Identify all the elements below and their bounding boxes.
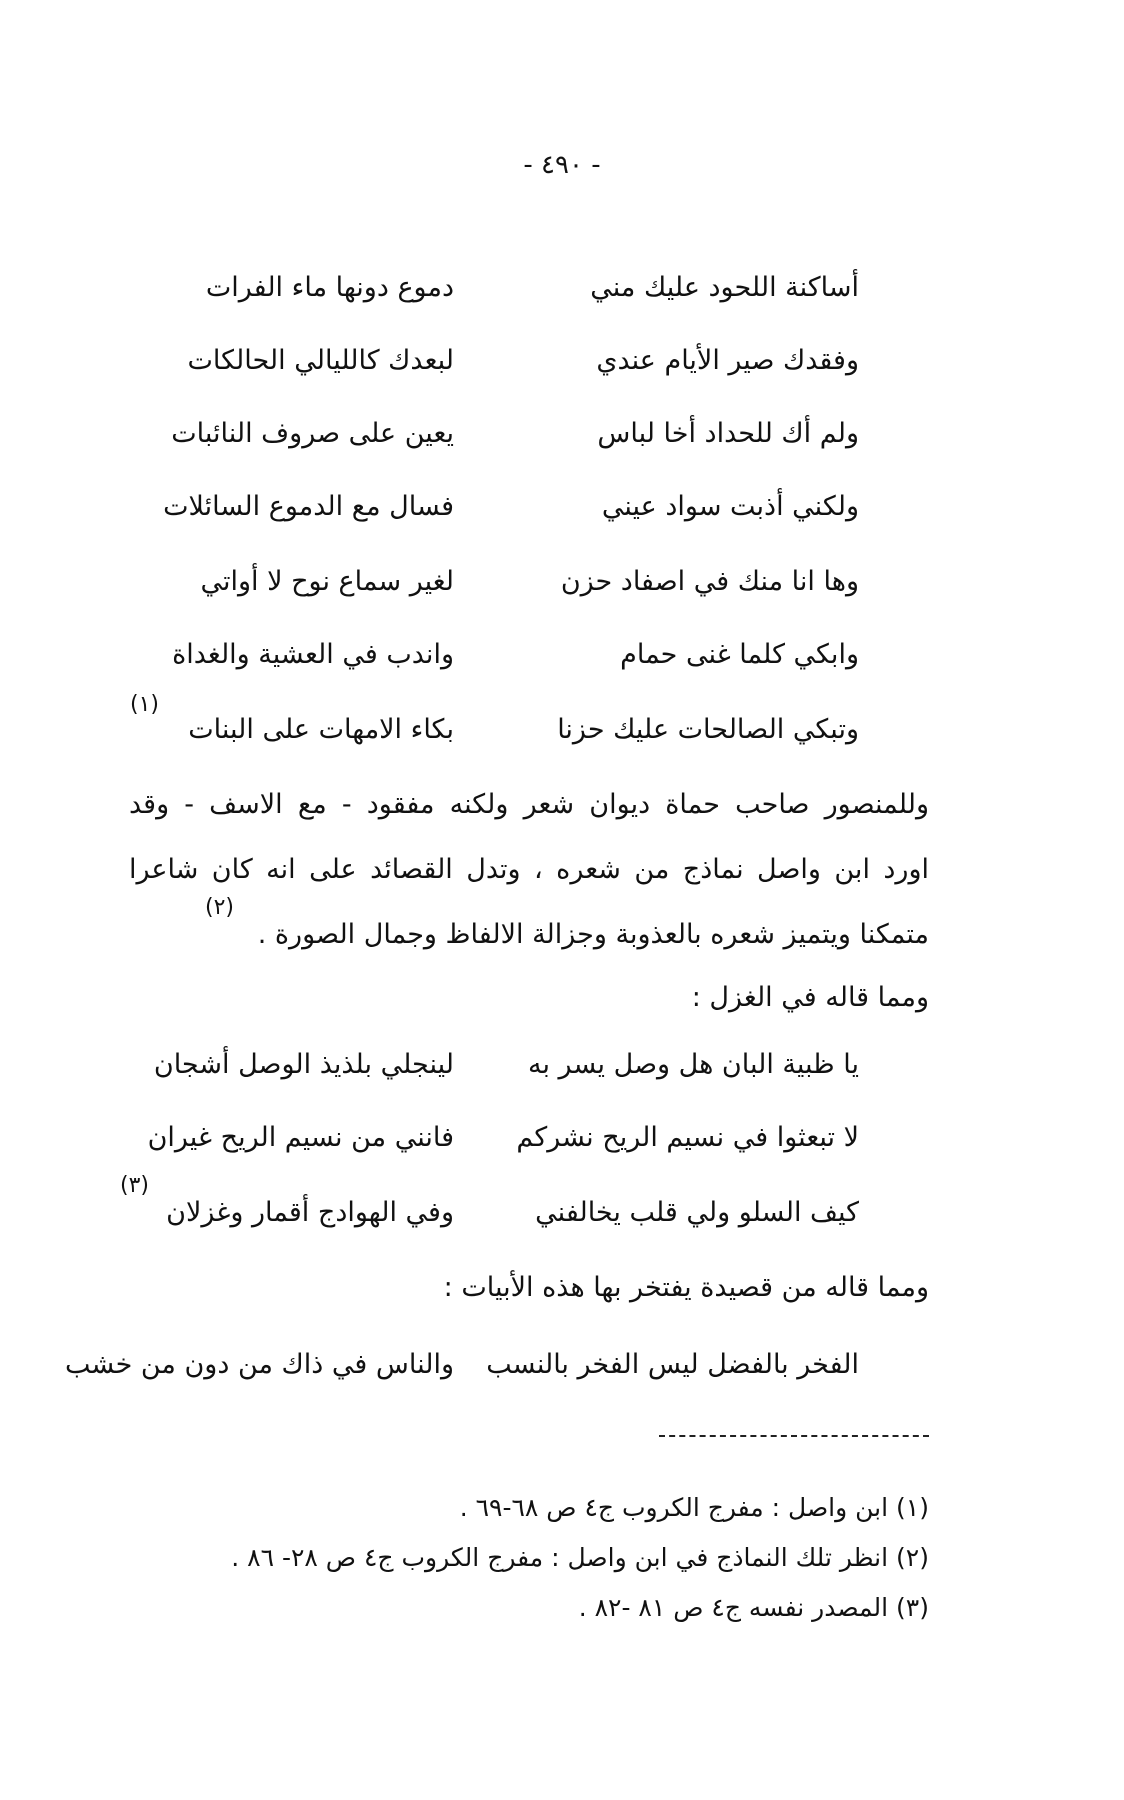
verse-10-first-hemistich: كيف السلو ولي قلب يخالفني — [535, 1197, 859, 1228]
prose-line: اورد ابن واصل نماذج من شعره ، وتدل القصائد على انه كان شاعرا — [129, 854, 929, 885]
verse-3-second-hemistich: يعين على صروف النائبات — [171, 418, 454, 449]
page-number: - ٤٩٠ - — [523, 150, 601, 180]
verse-7-second-hemistich: بكاء الامهات على البنات — [188, 714, 454, 745]
footnote-reference-2: (٢) — [205, 895, 235, 920]
verse-2-first-hemistich: وفقدك صير الأيام عندي — [596, 345, 859, 376]
footnote-text: انظر تلك النماذج في ابن واصل : مفرج الكروب ج٤ ص ٢٨- ٨٦ . — [231, 1543, 889, 1572]
footnote-text: المصدر نفسه ج٤ ص ٨١ -٨٢ . — [578, 1593, 889, 1622]
footnote-number: (١) — [896, 1493, 929, 1522]
verse-4-first-hemistich: ولكني أذبت سواد عيني — [601, 491, 859, 522]
verse-9-first-hemistich: لا تبعثوا في نسيم الريح نشركم — [516, 1122, 859, 1153]
verse-7-first-hemistich: وتبكي الصالحات عليك حزنا — [557, 714, 859, 745]
verse-6-first-hemistich: وابكي كلما غنى حمام — [620, 639, 859, 670]
footnote-3 — [129, 1590, 929, 1626]
verse-1-first-hemistich: أساكنة اللحود عليك مني — [590, 272, 859, 303]
footnote-2 — [129, 1540, 929, 1576]
verse-11-second-hemistich: والناس في ذاك من دون من خشب — [65, 1349, 454, 1380]
verse-10-second-hemistich: وفي الهوادج أقمار وغزلان — [166, 1197, 454, 1228]
footnote-divider — [659, 1435, 929, 1437]
prose-line: ومما قاله في الغزل : — [691, 982, 929, 1013]
footnote-reference-1: (١) — [130, 692, 160, 717]
verse-1-second-hemistich: دموع دونها ماء الفرات — [205, 272, 454, 303]
footnote-reference-3: (٣) — [120, 1173, 150, 1198]
verse-3-first-hemistich: ولم أك للحداد أخا لباس — [597, 418, 859, 449]
verse-9-second-hemistich: فانني من نسيم الريح غيران — [147, 1122, 454, 1153]
footnote-number: (٣) — [896, 1593, 929, 1622]
verse-4-second-hemistich: فسال مع الدموع السائلات — [163, 491, 454, 522]
verse-6-second-hemistich: واندب في العشية والغداة — [172, 639, 454, 670]
verse-8-first-hemistich: يا ظبية البان هل وصل يسر به — [527, 1049, 859, 1080]
footnote-number: (٢) — [896, 1543, 929, 1572]
prose-line: متمكنا ويتميز شعره بالعذوبة وجزالة الالفاظ وجمال الصورة . — [257, 919, 929, 950]
verse-8-second-hemistich: لينجلي بلذيذ الوصل أشجان — [153, 1049, 454, 1080]
verse-2-second-hemistich: لبعدك كالليالي الحالكات — [187, 345, 454, 376]
verse-5-second-hemistich: لغير سماع نوح لا أواتي — [200, 566, 454, 597]
prose-line: وللمنصور صاحب حماة ديوان شعر ولكنه مفقود - مع الاسف - وقد — [129, 789, 929, 820]
footnote-1 — [129, 1490, 929, 1526]
verse-11-first-hemistich: الفخر بالفضل ليس الفخر بالنسب — [486, 1349, 859, 1380]
footnote-text: ابن واصل : مفرج الكروب ج٤ ص ٦٨-٦٩ . — [459, 1493, 889, 1522]
verse-5-first-hemistich: وها انا منك في اصفاد حزن — [560, 566, 859, 597]
prose-line: ومما قاله من قصيدة يفتخر بها هذه الأبيات : — [443, 1272, 929, 1303]
